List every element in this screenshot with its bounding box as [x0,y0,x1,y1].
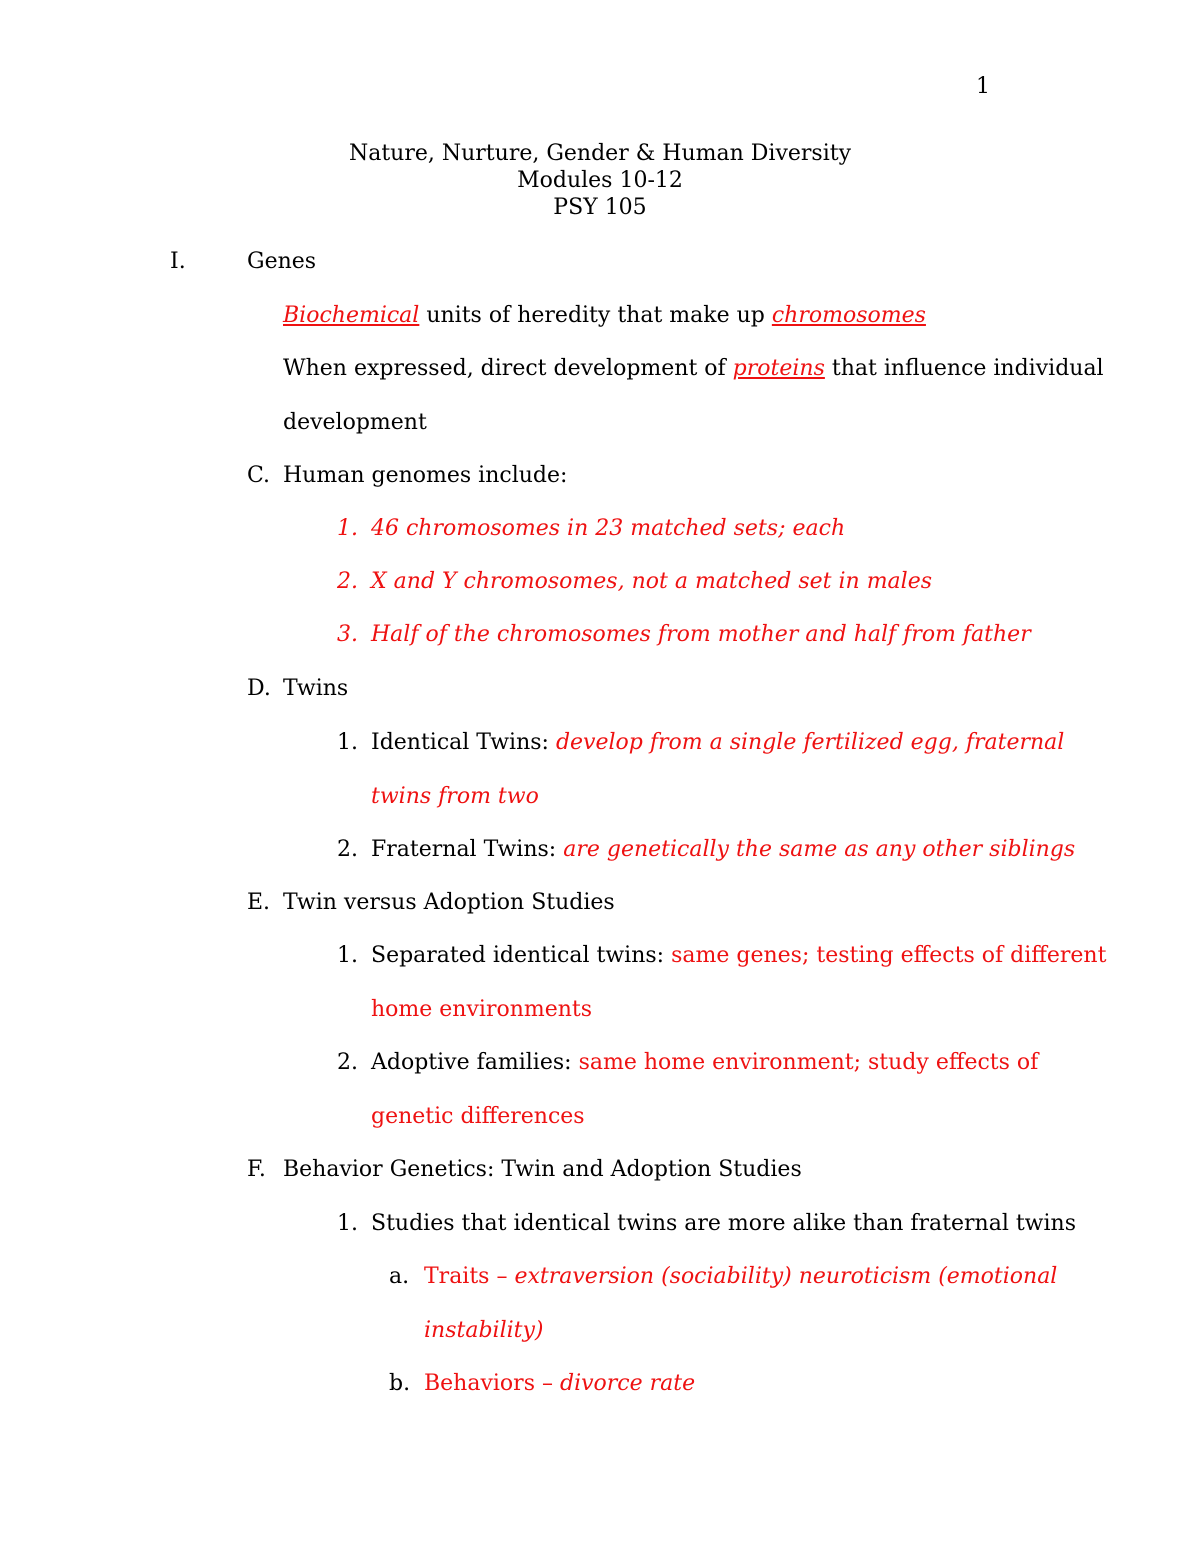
genome-item-1-num: 1. [337,516,358,541]
genetics-sub-b-answer: divorce rate [559,1371,696,1396]
twins-item-1-label: Identical Twins: [371,730,556,755]
studies-item-1 [371,943,1106,968]
genetics-sub-a [424,1264,1057,1289]
genetics-item-1-num: 1. [337,1211,358,1236]
genetics-sub-a-label: Traits – [424,1264,515,1289]
section-e-heading: Twin versus Adoption Studies [283,890,615,915]
studies-item-2-label: Adoptive families: [371,1050,579,1075]
section-d-letter: D. [247,676,271,701]
section-f-letter: F. [247,1157,266,1182]
genes-expression [283,356,1104,381]
genetics-sub-b-label: Behaviors – [424,1371,560,1396]
section-c-letter: C. [247,463,271,488]
twins-item-2-label: Fraternal Twins: [371,837,564,862]
doc-title: Nature, Nurture, Gender & Human Diversity [348,141,852,166]
genetics-sub-a-letter: a. [389,1264,410,1289]
section-f-heading: Behavior Genetics: Twin and Adoption Studies [283,1157,802,1182]
term-biochemical: Biochemical [283,303,420,328]
doc-subtitle-course: PSY 105 [553,195,647,220]
section-i-heading: Genes [247,249,317,274]
expression-text: When expressed, direct development of [283,356,733,381]
genome-item-3: Half of the chromosomes from mother and half from father [371,622,1031,647]
genome-item-1: 46 chromosomes in 23 matched sets; each [371,516,846,541]
term-proteins: proteins [732,356,825,381]
section-c-heading: Human genomes include: [283,463,568,488]
genome-item-2-num: 2. [337,569,358,594]
term-chromosomes: chromosomes [771,303,926,328]
studies-item-2 [371,1050,1038,1075]
genes-expression-cont: development [283,410,427,435]
twins-item-1 [371,730,1064,755]
studies-item-2-num: 2. [337,1050,358,1075]
twins-item-1-answer: develop from a single fertilized egg, fraternal [555,730,1065,755]
section-i-numeral: I. [170,249,186,274]
studies-item-1-num: 1. [337,943,358,968]
genetics-item-1: Studies that identical twins are more alike than fraternal twins [371,1211,1077,1236]
genome-item-3-num: 3. [337,622,358,647]
genes-definition [283,303,926,328]
genetics-sub-a-answer: extraversion (sociability) neuroticism (emotional [514,1264,1058,1289]
expression-text-end: that influence individual [824,356,1104,381]
twins-item-1-answer-cont: twins from two [371,784,539,809]
definition-text: units of heredity that make up [419,303,772,328]
section-e-letter: E. [247,890,271,915]
section-d-heading: Twins [283,676,349,701]
studies-item-1-answer: same genes; testing effects of different [671,943,1107,968]
genetics-sub-a-answer-cont: instability) [424,1318,544,1343]
studies-item-1-label: Separated identical twins: [371,943,672,968]
twins-item-2-num: 2. [337,837,358,862]
studies-item-2-answer-cont: genetic differences [371,1104,585,1129]
twins-item-2 [371,837,1075,862]
studies-item-2-answer: same home environment; study effects of [578,1050,1039,1075]
genetics-sub-b [424,1371,695,1396]
studies-item-1-answer-cont: home environments [371,997,593,1022]
genome-item-2: X and Y chromosomes, not a matched set in males [371,569,933,594]
genetics-sub-b-letter: b. [389,1371,411,1396]
twins-item-1-num: 1. [337,730,358,755]
page-number: 1 [976,74,990,99]
doc-subtitle-modules: Modules 10-12 [517,168,683,193]
twins-item-2-answer: are genetically the same as any other siblings [563,837,1076,862]
